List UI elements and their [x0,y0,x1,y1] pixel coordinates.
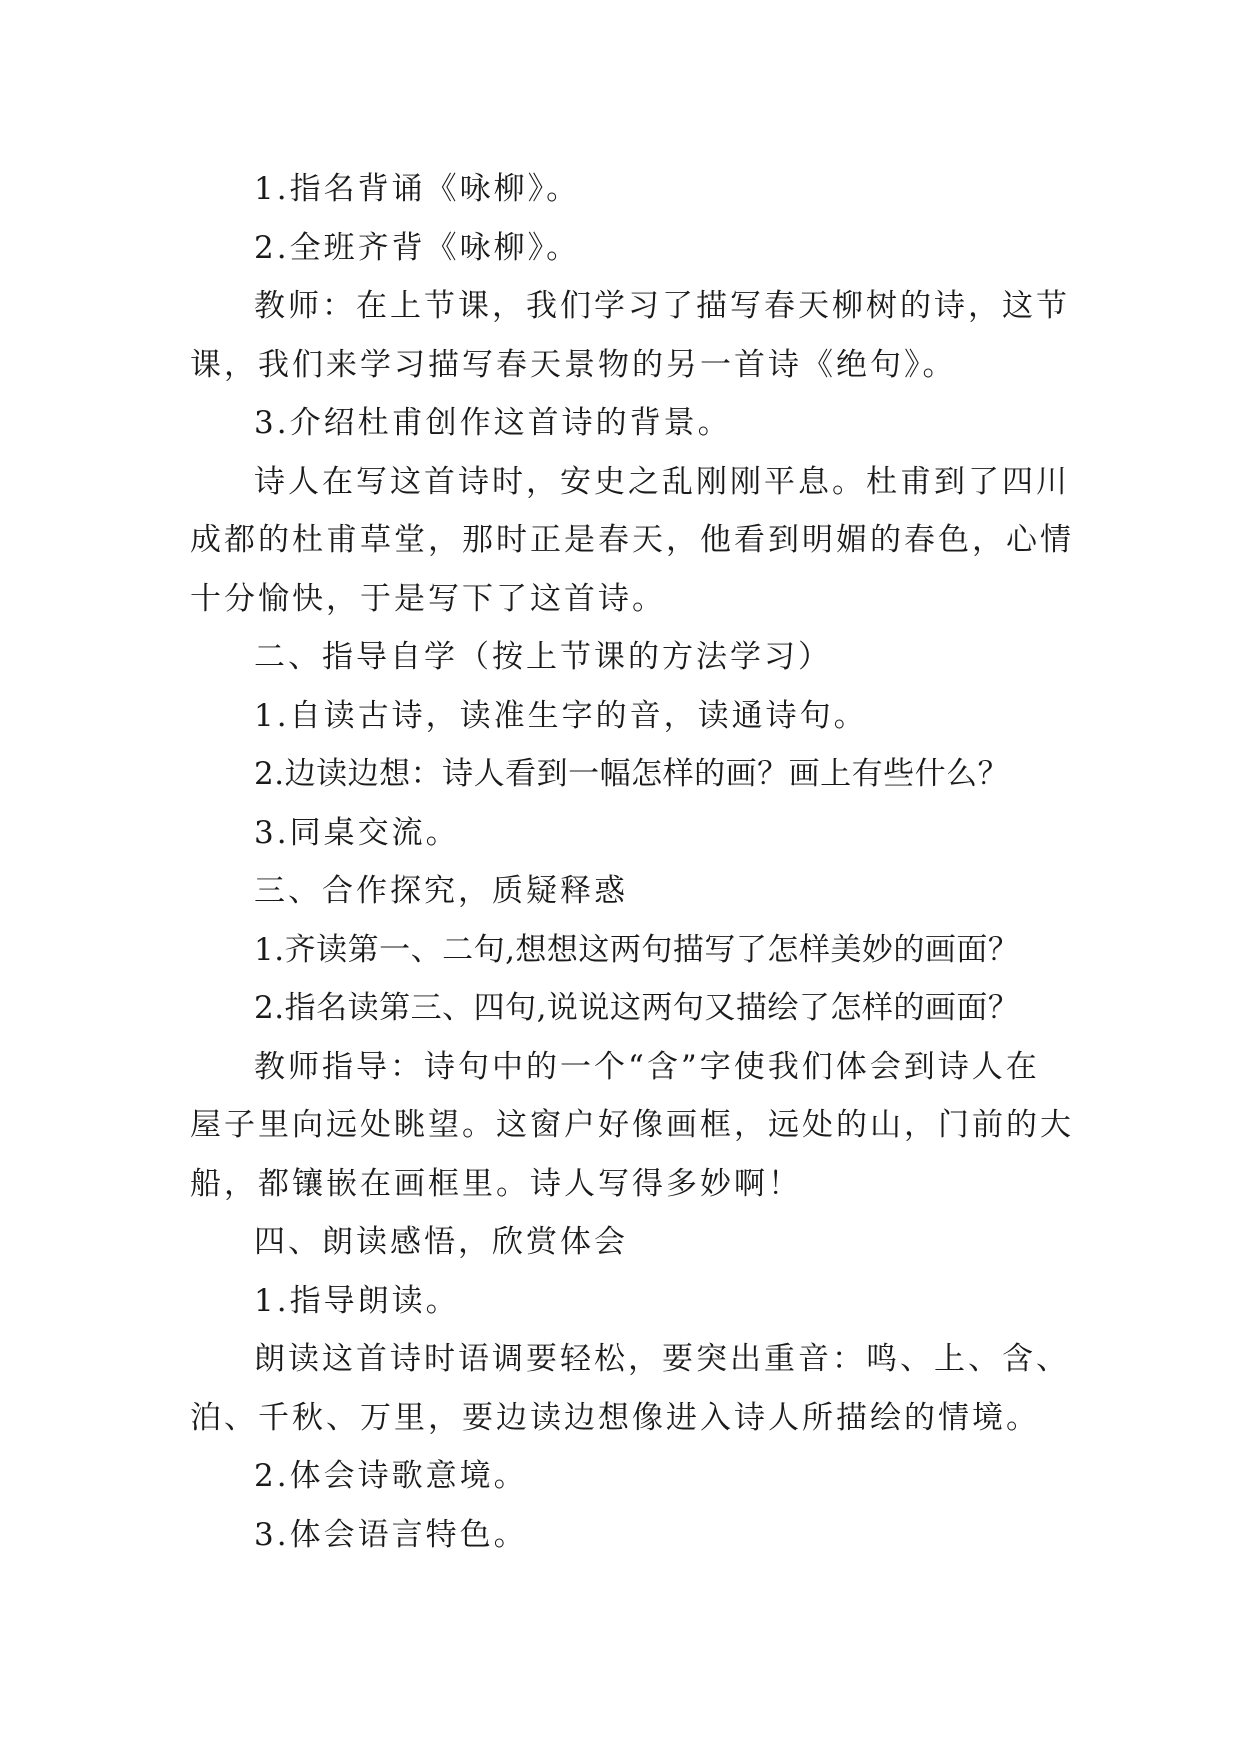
document-body [190,160,1074,1564]
section-heading: 二、指导自学（按上节课的方法学习） [254,639,832,675]
section-heading: 三、合作探究，质疑释惑 [254,873,628,909]
paragraph-line: 1.指导朗读。 [254,1282,460,1319]
paragraph-line: 诗人在写这首诗时，安史之乱刚刚平息。杜甫到了四川 [254,463,1070,500]
paragraph-line: 教师：在上节课，我们学习了描写春天柳树的诗，这节 [254,288,1070,324]
paragraph-line: 2.指名读第三、四句,说说这两句又描绘了怎样的画面？ [254,990,1020,1026]
paragraph-line: 2.体会诗歌意境。 [254,1458,528,1494]
paragraph-line: 2.边读边想：诗人看到一幅怎样的画？画上有些什么？ [254,756,1010,792]
paragraph-line: 1.指名背诵《咏柳》。 [254,171,581,207]
section-heading: 四、朗读感悟，欣赏体会 [254,1224,628,1260]
paragraph-line: 1.自读古诗，读准生字的音，读通诗句。 [254,697,868,734]
paragraph-line: 3.同桌交流。 [254,814,460,851]
paragraph-line: 泊、千秋、万里，要边读边想像进入诗人所描绘的情境。 [190,1399,1040,1436]
paragraph-line: 2.全班齐背《咏柳》。 [254,229,581,266]
paragraph-line: 课，我们来学习描写春天景物的另一首诗《绝句》。 [190,346,957,383]
paragraph-line: 十分愉快，于是写下了这首诗。 [190,580,666,617]
paragraph-line: 3.体会语言特色。 [254,1516,528,1553]
paragraph-line: 屋子里向远处眺望。这窗户好像画框，远处的山，门前的大 [190,1107,1074,1143]
paragraph-line: 成都的杜甫草堂，那时正是春天，他看到明媚的春色，心情 [190,522,1074,558]
paragraph-line: 朗读这首诗时语调要轻松，要突出重音：鸣、上、含、 [254,1341,1070,1377]
paragraph-line: 1.齐读第一、二句,想想这两句描写了怎样美妙的画面？ [254,931,1020,968]
paragraph-line: 教师指导：诗句中的一个“含”字使我们体会到诗人在 [254,1048,1040,1085]
paragraph-line: 3.介绍杜甫创作这首诗的背景。 [254,405,732,441]
paragraph-line: 船，都镶嵌在画框里。诗人写得多妙啊！ [190,1165,802,1202]
